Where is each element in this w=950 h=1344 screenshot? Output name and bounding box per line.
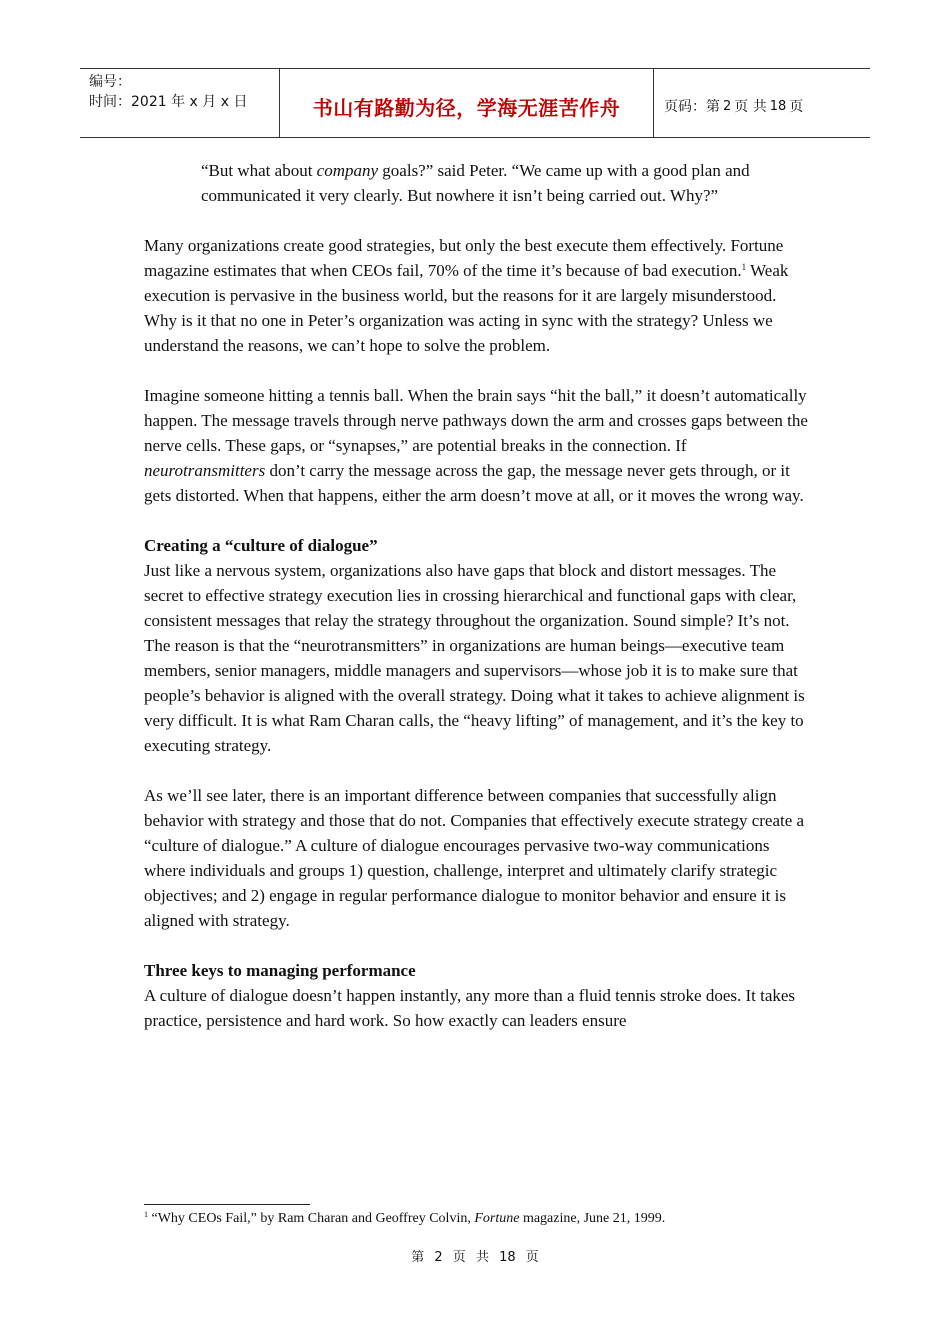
page-header (80, 68, 870, 138)
footer-mid-1: 页 (452, 1250, 466, 1265)
paragraph-2-text-b: don’t carry the message across the gap, the message never gets through, or it gets distorted. When that happens, either the arm doesn’t move at all, or it moves the wrong way. (144, 461, 804, 505)
quote-text-1: “But what about (201, 161, 317, 180)
footer-mid-2: 共 (475, 1250, 489, 1265)
footnote-text-b: magazine, June 21, 1999. (519, 1211, 666, 1226)
page-footer (0, 1246, 950, 1265)
footer-prefix: 第 (411, 1250, 425, 1265)
page-mid: 页 共 (734, 99, 767, 115)
paragraph-2-text-a: Imagine someone hitting a tennis ball. When the brain says “hit the ball,” it doesn’t automatically happen. The message travels through nerve pathways down the arm and crosses gaps between the nerve cells. These gaps, or “synapses,” are potential breaks in the connection. If (144, 386, 808, 455)
header-motto-cell (280, 69, 654, 137)
header-motto: 书山有路勤为径，学海无涯苦作舟 (312, 95, 621, 120)
quote-paragraph (144, 158, 810, 208)
quote-text-2: goals?” said Peter. “We came up with a good plan and communicated it very clearly. But nowhere it isn’t being carried out. Why?” (201, 161, 750, 205)
footnote (144, 1210, 844, 1228)
date-label: 时间：2021 年 x 月 x 日 (89, 94, 248, 110)
section-heading-culture: Creating a “culture of dialogue” (144, 536, 378, 555)
footnote-text-a: “Why CEOs Fail,” by Ram Charan and Geoffrey Colvin, (148, 1211, 475, 1226)
serial-label: 编号： (89, 74, 131, 90)
page-suffix: 页 (789, 99, 804, 115)
footnote-separator (144, 1204, 310, 1205)
footer-suffix: 页 (525, 1250, 539, 1265)
footnote-mark: 1 (144, 1210, 148, 1219)
page-current: 2 (723, 98, 732, 114)
paragraph-1-text-a: Many organizations create good strategies, but only the best execute them effectively. Fortune magazine estimates that when CEOs fail, 70% of the time it’s because of bad execution. (144, 236, 784, 280)
header-meta (80, 69, 280, 137)
paragraph-3: Just like a nervous system, organizations also have gaps that block and distort messages. The secret to effective strategy execution lies in crossing hierarchical and functional gaps with clear, consistent messages that relay the strategy throughout the organization. Sound simple? It’s not. The reason is that the “neurotransmitters” in organizations are human beings—executive team members, senior managers, middle managers and supervisors—whose job it is to make sure that people’s behavior is aligned with the overall strategy. Doing what it takes to achieve alignment is very difficult. It is what Ram Charan calls, the “heavy lifting” of management, and it’s the key to executing strategy. (144, 561, 805, 755)
paragraph-5: A culture of dialogue doesn’t happen instantly, any more than a fluid tennis stroke does. It takes practice, persistence and hard work. So how exactly can leaders ensure (144, 986, 796, 1030)
footer-current-page: 2 (434, 1250, 443, 1265)
paragraph-2 (144, 383, 810, 508)
paragraph-2-emphasis: neurotransmitters (144, 461, 266, 480)
paragraph-1-text-b: Weak execution is pervasive in the business world, but the reasons for it are largely misunderstood. Why is it that no one in Peter’s organization was acting in sync with the strategy? Unless we understand the reasons, we can’t hope to solve the problem. (144, 261, 789, 355)
header-page-number (654, 69, 870, 137)
document-body (144, 158, 810, 1033)
paragraph-1 (144, 233, 810, 358)
page-total: 18 (769, 98, 787, 114)
footnote-emphasis: Fortune (474, 1211, 520, 1226)
footer-total-pages: 18 (499, 1250, 516, 1265)
quote-emphasis: company (316, 161, 379, 180)
page-prefix: 页码：第 (664, 99, 720, 115)
footnote-ref: 1 (741, 262, 747, 272)
section-heading-three-keys: Three keys to managing performance (144, 961, 416, 980)
paragraph-4: As we’ll see later, there is an important difference between companies that successfully align behavior with strategy and those that do not. Companies that effectively execute strategy create a “culture of dialogue.” A culture of dialogue encourages pervasive two-way communications where individuals and groups 1) question, challenge, interpret and ultimately clarify strategic objectives; and 2) engage in regular performance dialogue to monitor behavior and ensure it is aligned with strategy. (144, 786, 805, 930)
